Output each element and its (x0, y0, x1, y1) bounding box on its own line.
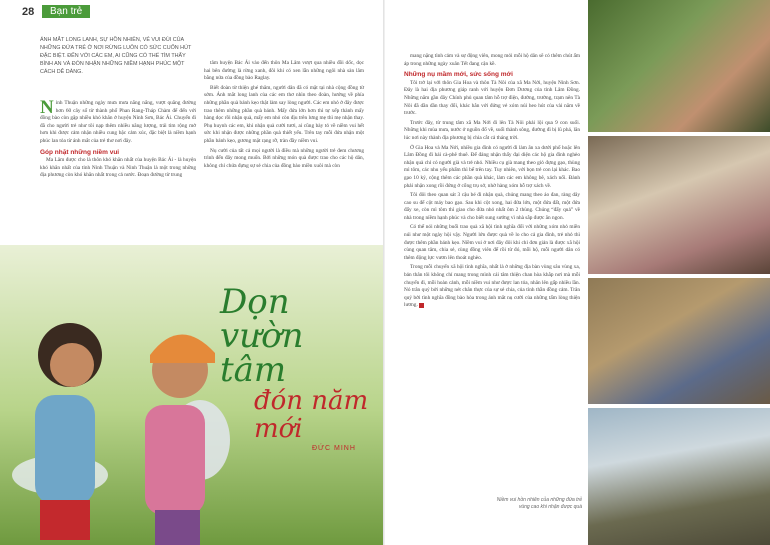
article-column-3 (404, 53, 580, 312)
body-paragraph: Có thể nói những buổi trao quà xã hội tình nghĩa đối với những xóm nhỏ miền núi như một ngày hội vậy. Người lớn được quà về lo cho cả gia đình, trẻ nhỏ thì được thêm phần bánh kẹo. Niềm vui ở nơi đây đôi khi chỉ đơn giản là được xã hội cùng quan tâm, chia sẻ, cùng đồng viên để rồi từ đó, mỗi hộ, mỗi người dân có thêm động lực vươn lên thoát nghèo. (404, 224, 580, 261)
body-paragraph: Ở Gia Hoa và Ma Nới, nhiều gia đình có người đi làm ăn xa dưới phố hoặc lên Lâm Đồng đi hái cà-phê thuê. Để đáng nhận thấy đại diện các hộ gia đình nghèo nhận quà chỉ có người già và trẻ nhỏ. Nhiều cụ già mang theo giỏ đựng gạo, thùng mì tôm, các nhu yếu phẩm thì bế trên tay. Tuy nhiên, với bọn trẻ con lại khác. Bao gạo 10 ký, cộng thêm các phần quà khác, làm các em không bê, xách nổi. Đành phải nhận xong rồi đứng ở cổng trụ sở, nhờ hàng xóm hỗ trợ xách về. (404, 144, 580, 189)
photo-caption: Niềm vui hồn nhiên của những đứa trẻ vùng cao khi nhận được quà (496, 497, 582, 510)
photo-child-eating (588, 136, 770, 274)
body-paragraph: Biết đoàn từ thiện ghé thăm, người dân đã có mặt tại nhà cộng đồng từ sớm. Ánh mắt long lanh của các em thơ nhìn theo đoàn, hướng về phía những phần quà bánh kẹo thật làm say lòng người. Các em nhỏ ở đây được trao thêm những phần quà bánh. Mấy đứa lớn hơn thì tự xếp thành mấy hàng dọc rồi nhận quà, mấy em nhỏ còn địu trên lưng mẹ thì mẹ nhận thay. Phụ huynh các em, khi nhận quà cười tươi, ai cũng bày tỏ về niềm vui hết sức khi nhận được những phần quà thiết yếu. Trên tay mỗi đứa nhận một phần bánh kẹo, gương mặt rạng rỡ, tràn đầy niềm vui. (204, 84, 364, 144)
title-line-1: Dọn vườn tâm (220, 282, 304, 390)
photo-children-with-bicycle (588, 408, 770, 545)
drop-cap: N (40, 97, 54, 118)
article-column-2 (204, 60, 364, 172)
body-paragraph: Trong mỗi chuyến xã hội tình nghĩa, nhất là ở những địa bàn vùng sâu vùng xa, bản thân tôi không chỉ mang trong mình cái tâm thiện chan hòa khắp nơi mà mỗi chuyến đi, mỗi hoàn cảnh, mỗi niềm vui như được lan tỏa, nhân lên gấp nhiều lần. Nó trân quý bởi những nét chân thực của sự sẻ chia, của tình thần đồng cảm. Trân quý bởi tình nghĩa đồng bào hòa trong ánh mắt nụ cười của những tấm lòng thiện lương. (404, 264, 580, 309)
end-mark-icon (419, 303, 424, 308)
photo-girl-with-baby (588, 0, 770, 132)
body-paragraph: Nụ cười của tất cả mọi người là điều mà những người trẻ đem chương trình đến đây mong muốn. Bởi những món quà được trao cho các hộ dân, không chỉ chứa đựng sự sẻ chia của đồng bào miền xuôi mà còn (204, 147, 364, 169)
section-tag: Bạn trẻ (42, 5, 90, 18)
body-paragraph: Trước đây, từ trung tâm xã Ma Nới đi lên Tà Nôi phải lội qua 9 con suối. Những khi mùa mưa, nước ở nguồn đổ về, suối thành sông, đường đi bị lũ phá, lăn lúc nơi này thành địa phương bị chia cắt cả tháng trời. (404, 119, 580, 141)
body-paragraph: mang nặng tình cảm và sự động viên, mong mỏi mỗi hộ dân sẽ có thêm chút ấm áp trong những ngày xuân Tết đang cận kề. (404, 53, 580, 67)
article-title (220, 282, 380, 452)
author-byline: ĐỨC MINH (312, 445, 356, 452)
body-paragraph: tâm huyện Bác Ái vào đến thôn Ma Lâm vượt qua nhiều đồi dốc, dọc hai bên đường là rừng xanh, đôi khi có xen lẫn những ngôi nhà sàn lâm bằng nứa của đồng bào Raglay. (204, 60, 364, 82)
lead-paragraph: ÁNH MẮT LONG LANH, SỰ HỒN NHIÊN, VẺ VUI ĐÙI CỦA NHỮNG ĐỨA TRẺ Ở NƠI RỪNG LUÔN CÓ SỨC CUỐN HÚT ĐẶC BIỆT. ĐẾN VỚI CÁC EM, AI CŨNG CÓ THỂ TÌM THẤY BÌNH AN VÀ ĐÓN NHẬN NHỮNG NIỀM HẠNH PHÚC MỘT CÁCH DỄ DÀNG. (40, 37, 192, 75)
subheading: Góp nhặt những niềm vui (40, 148, 120, 156)
subheading: Những nụ mầm mới, sức sống mới (404, 71, 513, 79)
photo-children-group (588, 278, 770, 404)
body-paragraph: Tôi trở lại với thôn Gia Hoa và thôn Tà Nôi của xã Ma Nới, huyện Ninh Sơn. Đây là hai địa phương giáp ranh với huyện Đơn Dương của tỉnh Lâm Đồng. Những năm gần đây Chính phủ quan tâm hỗ trợ điện, đường, trường, trạm nên Tà Nôi đã dần dần thay đổi, khác hẳn với đứng vẻ xóm núi heo hút của vài năm về trước. (404, 79, 580, 117)
article-column-1 (40, 97, 196, 182)
title-line-2: đón năm mới (254, 386, 369, 444)
page-number-left: 28 (22, 6, 35, 18)
body-paragraph: Tôi đôi theo quan sát 3 cậu bé đi nhận quà, chúng mang theo áo đan, ràng dây cao su để cột máy bao gạo. Sau khi cột xong, hai đứa lớn, một đứa đất, một đứa đẩy xe, còn mì tôm thì giao cho đứa nhỏ nhất ôm 2 thùng. Chúng “đẩy quả” về nhà trong niềm hạnh phúc và cho biết sung sướng vì nhà sắp được ăn ngon. (404, 192, 580, 221)
body-paragraph: Ninh Thuận những ngày mưa mưa nắng nắng, vượt quãng đường hơn 60 cây số từ thành phố Phan Rang-Tháp Chàm để đến với đồng bào còn gặp nhiều khó khăn ở huyện Ninh Sơn, Bác Ái. Chuyến đi đã cho người trẻ như tôi nạp thêm nhiều năng lượng, trái tim rộng mở hơn khi được cảm nhận nhiều cung bậc cảm xúc, đặc biệt là niềm hạnh phúc lan tỏa từ ánh mắt của trẻ thơ nơi đây. (40, 97, 196, 144)
body-paragraph: Ma Lâm được cho là thôn khó khăn nhất của huyện Bác Ái - là huyện khó khăn nhất của tỉnh Ninh Thuận và Ninh Thuận là một trong những địa phương còn khó khăn nhất trong cả nước. Đoạn đường từ trung (40, 157, 196, 179)
